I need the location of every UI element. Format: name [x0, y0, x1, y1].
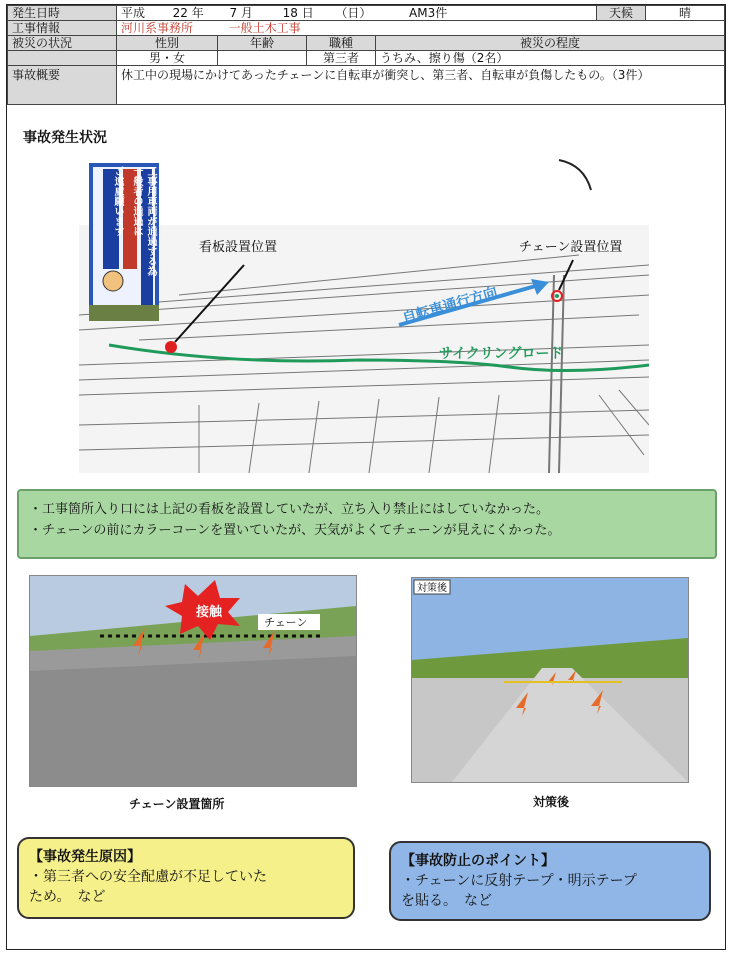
- weather-value: 晴: [646, 6, 725, 21]
- office-name: 河川系事務所: [121, 21, 194, 35]
- label-work-info: 工事情報: [8, 21, 117, 36]
- degree-value: うちみ、擦り傷（2名）: [376, 51, 725, 66]
- chain-label: チェーン: [264, 616, 308, 629]
- row-damage-header: [8, 36, 725, 51]
- info-table: [7, 5, 725, 105]
- section-title: 事故発生状況: [23, 130, 107, 146]
- sign-line-2: 一般者の通過は: [131, 166, 142, 236]
- work-type: 一般土木工事: [228, 21, 301, 35]
- year-unit: 年: [191, 6, 204, 20]
- site-map: [79, 155, 649, 473]
- era: 平成: [121, 6, 146, 20]
- day: 18: [282, 6, 298, 20]
- label-datetime: 発生日時: [8, 6, 117, 21]
- job-value: 第三者: [307, 51, 376, 66]
- map-background: [79, 225, 649, 473]
- year: 22: [172, 6, 188, 20]
- sign-line-1: 工事用車両が通過する為: [145, 166, 156, 276]
- caption-chain-location: チェーン設置箇所: [129, 797, 225, 811]
- contact-label: 接触: [196, 605, 223, 620]
- chain-position-label: チェーン設置位置: [519, 240, 623, 255]
- label-damage: 被災の状況: [8, 36, 117, 51]
- label-summary: 事故概要: [8, 66, 117, 105]
- after-tag: 対策後: [417, 583, 447, 594]
- photo-after-measures: [411, 577, 689, 783]
- cause-line-2: ため。 など: [29, 889, 106, 905]
- gender-value: 男・女: [117, 51, 218, 66]
- cycling-road-label: サイクリングロード: [439, 346, 564, 362]
- prevention-line-2: を貼る。 など: [401, 893, 492, 909]
- row-work-info: [8, 21, 725, 36]
- cause-box: [17, 837, 355, 919]
- row-datetime: [8, 6, 725, 21]
- cause-line-1: ・第三者への安全配慮が不足していた: [29, 869, 267, 885]
- day-of-week: （日）: [335, 6, 372, 20]
- sign-position-label: 看板設置位置: [199, 240, 278, 255]
- header-gender: 性別: [117, 36, 218, 51]
- header-job: 職種: [307, 36, 376, 51]
- note-1: ・工事箇所入り口には上記の看板を設置していたが、立ち入り禁止にはしていなかった。: [29, 502, 550, 517]
- sign-text: [91, 166, 156, 306]
- map-corner-mark: [559, 160, 591, 190]
- summary-text: 休工中の現場にかけてあったチェーンに自転車が衝突し、第三者、自転車が負傷したもの。（3件）: [117, 66, 725, 105]
- time: AM3件: [409, 6, 448, 20]
- direction-label: 自転車通行方向: [400, 284, 500, 327]
- month: 7: [229, 6, 238, 20]
- header-degree: 被災の程度: [376, 36, 725, 51]
- header-age: 年齢: [218, 36, 307, 51]
- month-unit: 月: [240, 6, 253, 20]
- age-value: [218, 51, 307, 66]
- cause-title: 【事故発生原因】: [29, 849, 141, 865]
- prevention-title: 【事故防止のポイント】: [401, 853, 555, 869]
- row-summary: [8, 66, 725, 105]
- photo-chain-location: [29, 575, 357, 787]
- sign-position-dot: [165, 341, 177, 353]
- prevention-box: [389, 841, 711, 921]
- row-damage-values: [8, 51, 725, 66]
- label-weather: 天候: [597, 6, 646, 21]
- accident-report-sheet: [6, 4, 726, 950]
- day-unit: 日: [301, 6, 314, 20]
- caption-after-measures: 対策後: [533, 795, 570, 809]
- sign-line-3: ご遠慮願います: [112, 166, 123, 236]
- note-2: ・チェーンの前にカラーコーンを置いていたが、天気がよくてチェーンが見えにくかった。: [29, 523, 561, 538]
- cause-notes: [17, 489, 717, 559]
- prevention-line-1: ・チェーンに反射テープ・明示テープ: [401, 873, 637, 889]
